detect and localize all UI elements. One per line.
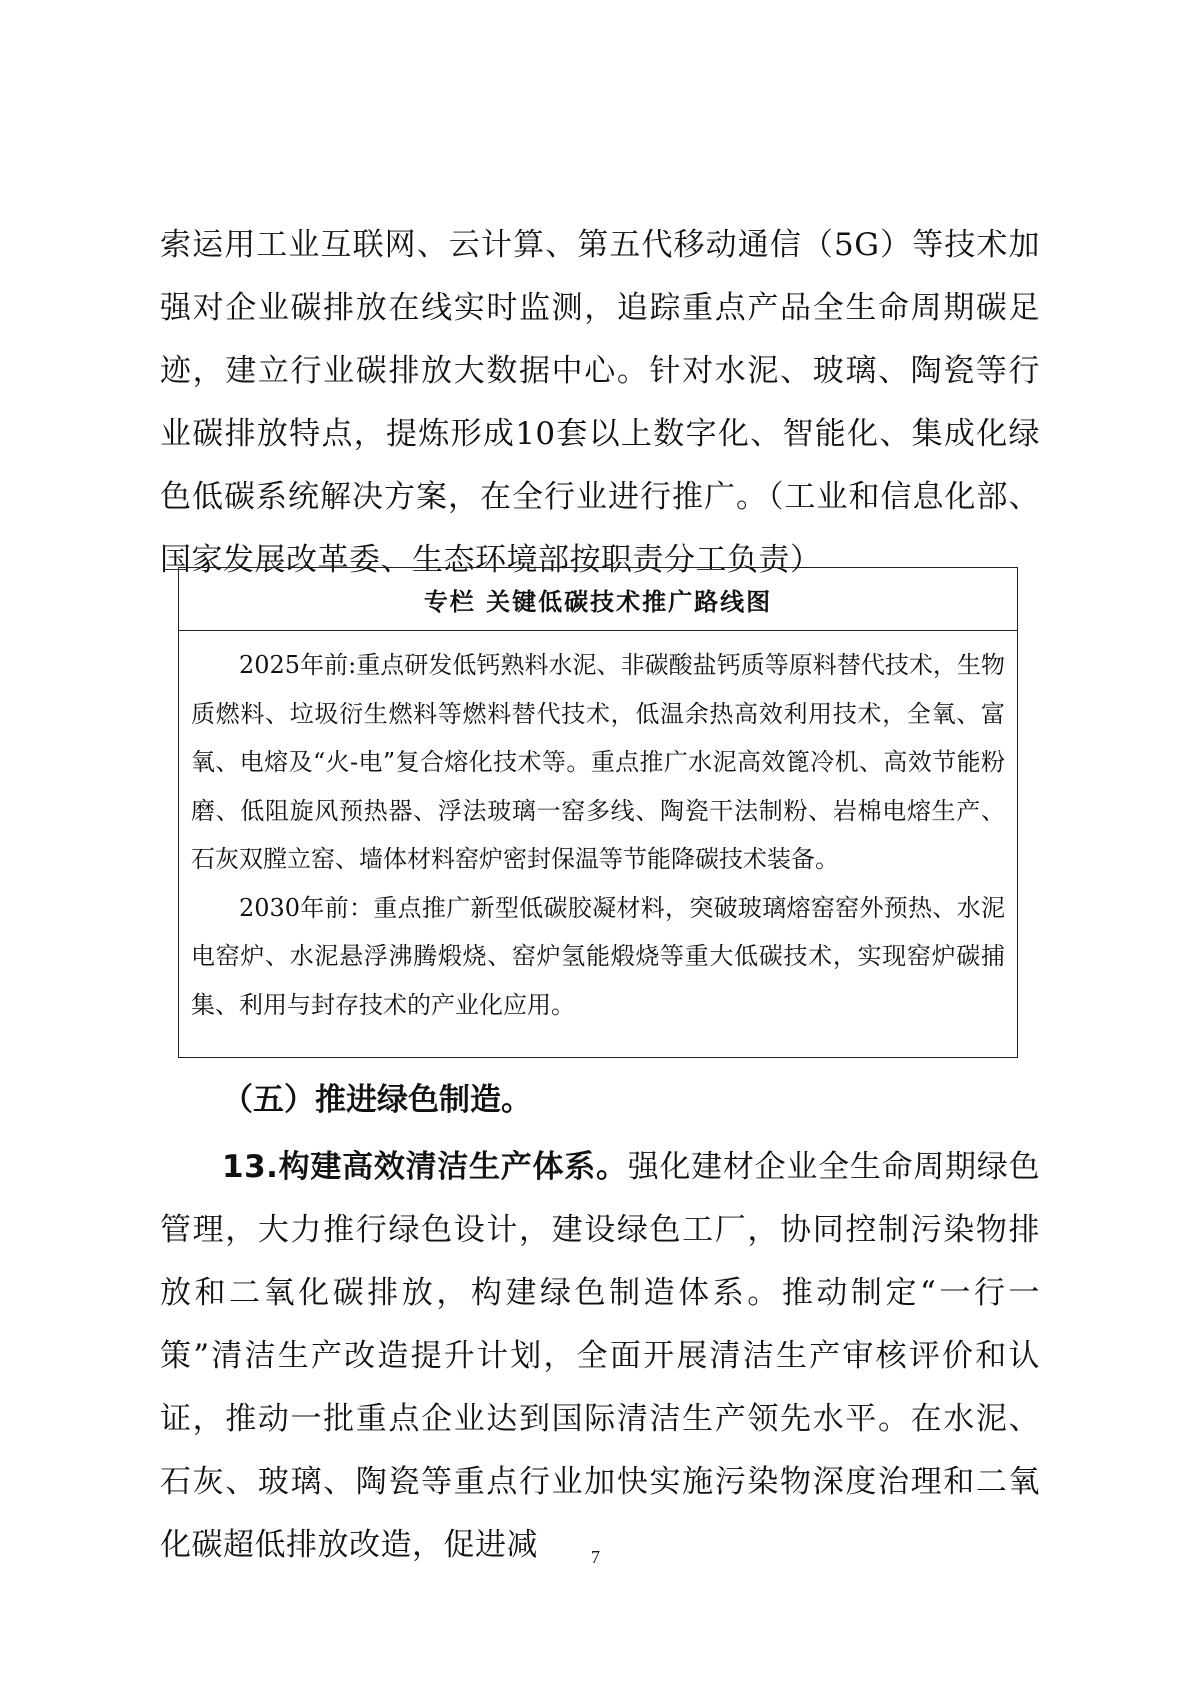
box-paragraph-2025: 2025年前:重点研发低钙熟料水泥、非碳酸盐钙质等原料替代技术，生物质燃料、垃圾衍生燃料等燃料替代技术，低温余热高效利用技术，全氧、富氧、电熔及“火-电”复合熔化技术等。重点推广水泥高效篦冷机、高效节能粉磨、低阻旋风预热器、浮法玻璃一窑多线、陶瓷干法制粉、岩棉电熔生产、石灰双膛立窑、墙体材料窑炉密封保温等节能降碳技术装备。	[191, 651, 1005, 873]
box-paragraph-2030: 2030年前：重点推广新型低碳胶凝材料，突破玻璃熔窑窑外预热、水泥电窑炉、水泥悬浮沸腾煅烧、窑炉氢能煅烧等重大低碳技术，实现窑炉碳捕集、利用与封存技术的产业化应用。	[191, 893, 1005, 1019]
section-heading: （五）推进绿色制造。	[222, 1082, 532, 1118]
box-body	[179, 631, 1017, 1029]
page-number: 7	[591, 1547, 600, 1567]
paragraph-13	[160, 1136, 1040, 1577]
box-title: 专栏 关键低碳技术推广路线图	[179, 568, 1017, 631]
paragraph-13-body: 强化建材企业全生命周期绿色管理，大力推行绿色设计，建设绿色工厂，协同控制污染物排放和二氧化碳排放，构建绿色制造体系。推动制定“一行一策”清洁生产改造提升计划，全面开展清洁生产审核评价和认证，推动一批重点企业达到国际清洁生产领先水平。在水泥、石灰、玻璃、陶瓷等重点行业加快实施污染物深度治理和二氧化碳超低排放改造，促进减	[160, 1149, 1041, 1563]
paragraph-continued: 索运用工业互联网、云计算、第五代移动通信（5G）等技术加强对企业碳排放在线实时监测，追踪重点产品全生命周期碳足迹，建立行业碳排放大数据中心。针对水泥、玻璃、陶瓷等行业碳排放特点，提炼形成10套以上数字化、智能化、集成化绿色低碳系统解决方案，在全行业进行推广。（工业和信息化部、国家发展改革委、生态环境部按职责分工负责）	[160, 227, 1040, 578]
sidebar-box-roadmap	[178, 567, 1018, 1058]
paragraph-13-lead: 13.构建高效清洁生产体系。	[222, 1149, 628, 1185]
